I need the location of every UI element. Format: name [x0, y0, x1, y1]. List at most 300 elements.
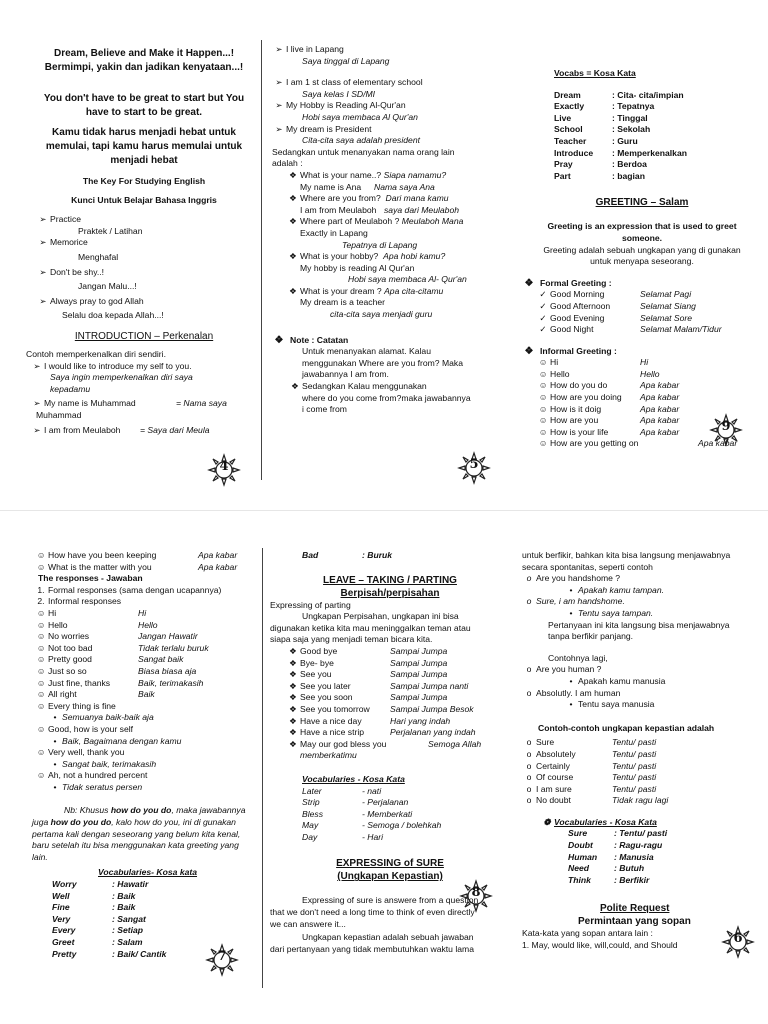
mid-line: Pertanyaan ini kita langsung bisa menjawabnya — [548, 619, 730, 630]
formal-en: Good Morning — [550, 289, 605, 300]
vocab-en: Greet — [52, 937, 75, 947]
qa-a: My name is Ana — [300, 181, 362, 192]
vocab-en: Bless — [302, 808, 324, 819]
q-en: Are you human ? — [536, 664, 602, 675]
qa-q: Where part of Meulaboh ? — [300, 216, 400, 227]
polite-subtitle: Permintaan yang sopan — [578, 916, 691, 928]
vocab-id: : Baik — [112, 890, 136, 901]
q-id: Tentu saya tampan. — [578, 607, 654, 618]
quote-id-line3: menjadi hebat — [110, 155, 178, 166]
polite-title: Polite Request — [600, 903, 670, 915]
vocab-list — [520, 90, 764, 183]
smiley-icon: ☺ — [36, 631, 46, 642]
note-line: menggunakan Where are you from? Maka — [302, 357, 463, 368]
tip-en: Memorice — [50, 237, 88, 248]
qa-a-id: Nama saya Ana — [374, 181, 435, 192]
vocab-en: Think — [568, 874, 591, 885]
intro-ex1-id-wrap: kepadamu — [50, 383, 91, 394]
parting-en: See you tomorrow — [300, 703, 370, 714]
formal-id: Selamat Siang — [640, 300, 696, 311]
smiley-icon: ☺ — [538, 368, 548, 379]
smiley-icon: ☺ — [36, 689, 46, 700]
p4-top-en: How have you been keeping — [48, 550, 157, 560]
resp-id: Hello — [138, 619, 158, 630]
note-text-bold: how do you do — [50, 817, 112, 828]
diamond-bullet-icon: ❖ — [289, 285, 297, 296]
note-title: Note : Catatan — [290, 334, 349, 345]
vocab-en: Live — [554, 112, 572, 123]
vocab-id: : Baik — [112, 902, 136, 913]
polite-intro: Kata-kata yang sopan antara lain : — [522, 928, 653, 939]
vocab-id: - Semoga / bolehkah — [362, 820, 442, 831]
vocab-en: Bad — [302, 550, 319, 560]
qa-q-id: Apa hobi kamu? — [383, 251, 446, 262]
intro-title: INTRODUCTION – Perkenalan — [74, 330, 214, 342]
resp-en: No worries — [48, 631, 90, 642]
circle-bullet-icon: o — [526, 760, 532, 771]
informal-en: Hi — [550, 357, 559, 368]
sure-id: Tentu/ pasti — [612, 783, 657, 794]
page-number: 7 — [217, 949, 227, 964]
arrow-bullet-icon: ➢ — [275, 44, 283, 54]
bullet-dot-icon: • — [53, 781, 57, 792]
separator-bottom — [262, 548, 263, 988]
resp-en: Just so so — [48, 665, 87, 676]
resp-type: Formal responses (sama dengan ucapannya) — [48, 584, 222, 595]
intro-ex3-en: I am from Meulaboh — [44, 424, 121, 435]
quote-en-line1: You don't have to be great to start but You — [43, 93, 245, 104]
informal-id: Apa kabar — [640, 392, 680, 403]
p2-item-en: My Hobby is Reading Al-Qur'an — [286, 100, 406, 111]
p2-item-id: Hobi saya membaca Al Qur'an — [302, 111, 418, 122]
diamond-bullet-icon: ❖ — [289, 727, 297, 738]
intro-ex3-id: = Saya dari Meula — [140, 424, 210, 435]
sure-id: Tentu/ pasti — [612, 760, 657, 771]
expressing-parting: Expressing of parting — [270, 599, 351, 610]
page-number: 4 — [219, 459, 229, 474]
bullet-dot-icon: • — [53, 735, 57, 746]
tip-id: Praktek / Latihan — [78, 225, 143, 236]
vocab-en: Introduce — [554, 147, 594, 158]
vocab-en: Dream — [554, 89, 581, 100]
page-number: 8 — [471, 885, 481, 900]
resp-en: Every thing is fine — [48, 700, 116, 711]
desc-line: Ungkapan Perpisahan, ungkapan ini bisa — [302, 611, 459, 622]
bullet-dot-icon: • — [53, 712, 57, 723]
diamond-bullet-icon: ❖ — [289, 738, 297, 749]
tip-id: Selalu doa kepada Allah...! — [62, 310, 164, 321]
page-badge-4 — [208, 454, 240, 486]
p4-vocab-title: Vocabularies- Kosa kata — [98, 867, 198, 878]
qa-q: What is your name..? — [300, 169, 382, 180]
diamond-bullet-icon: ❖ — [289, 715, 297, 726]
ask-intro-2: adalah : — [272, 158, 303, 169]
sure-en: I am sure — [536, 783, 572, 794]
sure-en: Sure — [536, 737, 555, 748]
bullet-dot-icon: • — [569, 584, 573, 595]
sure-en: Absolutely — [536, 748, 576, 759]
parting-en: Have a nice day — [300, 715, 362, 726]
vocab-id: : Berdoa — [612, 159, 647, 170]
circle-bullet-icon: o — [526, 573, 532, 584]
vocab-id: : Guru — [612, 135, 638, 146]
note-line: where do you come from?maka jawabannya — [302, 392, 471, 403]
page-badge-8 — [460, 880, 492, 912]
vocab-id: : bagian — [612, 170, 645, 181]
circle-bullet-icon: o — [526, 687, 532, 698]
vocab-id: : Manusia — [614, 851, 654, 862]
arrow-bullet-icon: ➢ — [39, 295, 47, 306]
smiley-icon: ☺ — [36, 607, 46, 618]
tip-id: Menghafal — [78, 251, 119, 262]
vocab-id: - nati — [362, 785, 382, 796]
check-bullet-icon: ✓ — [539, 289, 547, 300]
bullet-dot-icon: • — [569, 675, 573, 686]
arrow-bullet-icon: ➢ — [33, 360, 41, 371]
informal-en: How is it doig — [550, 403, 602, 414]
q-en: Absolutly. I am human — [536, 687, 621, 698]
greeting-title: GREETING – Salam — [595, 197, 689, 209]
parting-id: Sampai Jumpa — [390, 645, 448, 656]
vocab-en: Worry — [52, 879, 77, 890]
diamond-bullet-icon: ❖ — [289, 680, 297, 691]
intro-ex2-id: = Nama saya — [176, 398, 227, 409]
note-line: pertama kali dengan seseorang yang belum kita kenal, — [32, 828, 241, 839]
circle-bullet-icon: o — [526, 795, 532, 806]
resp-en: Just fine, thanks — [48, 677, 111, 688]
resp-en: Ah, not a hundred percent — [48, 770, 148, 781]
q-en: Are you handshome ? — [536, 573, 621, 584]
vocab-en: Day — [302, 831, 318, 842]
parting-en: Bye- bye — [300, 657, 334, 668]
slogan-id: Bermimpi, yakin dan jadikan kenyataan...! — [44, 62, 244, 73]
note-line — [32, 817, 254, 829]
informal-en: How do you do — [550, 380, 608, 391]
tip-en: Practice — [50, 214, 82, 225]
intro-ex2-wrap: Muhammad — [36, 409, 82, 420]
note-line: lain. — [32, 851, 48, 862]
parting-en: See you soon — [300, 692, 353, 703]
vocab-en: Strip — [302, 797, 320, 808]
panel-page-6 — [522, 550, 762, 990]
smiley-icon: ☺ — [36, 654, 46, 665]
vocab-id: : Sangat — [112, 913, 146, 924]
note-line — [34, 805, 254, 817]
circle-bullet-icon: o — [526, 664, 532, 675]
informal-en: How are you — [550, 415, 599, 426]
smiley-icon: ☺ — [36, 619, 46, 630]
vocab-en: Fine — [52, 902, 70, 913]
resp-en: All right — [48, 689, 77, 700]
smiley-icon: ☺ — [538, 357, 548, 368]
note-text: Nb: Khusus — [64, 805, 111, 816]
informal-en: How is your life — [550, 426, 609, 437]
p4-top-id: Apa kabar — [198, 550, 238, 560]
sure-text: we can answere it... — [270, 918, 346, 929]
smiley-icon: ☺ — [36, 747, 46, 758]
diamond-bullet-icon: ❖ — [291, 381, 299, 392]
cont-line: untuk berfikir, bahkan kita bisa langsung menjawabnya — [522, 550, 731, 560]
qa-a-id: saya dari Meulaboh — [384, 204, 460, 215]
leave-title: LEAVE – TAKING / PARTING — [323, 574, 457, 586]
vocab-id: : Butuh — [614, 863, 645, 874]
vocab-title: Vocabs = Kosa Kata — [554, 68, 636, 78]
page-badge-6 — [722, 926, 754, 958]
formal-title: Formal Greeting : — [540, 277, 612, 288]
p6-vocab-title: Vocabularies - Kosa Kata — [554, 816, 657, 827]
smiley-icon: ☺ — [538, 415, 548, 426]
formal-id: Selamat Sore — [640, 312, 693, 323]
diamond-bullet-icon: ❖ — [289, 692, 297, 703]
smiley-icon: ☺ — [538, 438, 548, 449]
arrow-bullet-icon: ➢ — [275, 123, 283, 134]
vocab-id: : Cita- cita/impian — [612, 89, 684, 100]
vocab-en: Human — [568, 851, 598, 862]
vocab-en: Well — [52, 890, 70, 901]
sure-text: that we don't need a long time to think of even directly — [270, 907, 475, 918]
smiley-icon: ☺ — [36, 550, 46, 560]
q-id: Apakah kamu tampan. — [578, 584, 664, 595]
check-bullet-icon: ✓ — [539, 300, 547, 311]
resp-en: Not too bad — [48, 642, 93, 653]
p5-vocab-title: Vocabularies - Kosa Kata — [302, 773, 405, 784]
formal-id: Selamat Malam/Tidur — [640, 324, 722, 335]
parting-id-wrap: memberkatimu — [300, 750, 357, 761]
informal-en: How are you doing — [550, 392, 622, 403]
parting-id: Semoga Allah — [428, 738, 482, 749]
qa-q-id: Apa cita-citamu — [384, 285, 444, 296]
parting-id: Sampai Jumpa nanti — [390, 680, 469, 691]
p2-item-en: My dream is President — [286, 123, 372, 134]
desc-line: digunakan ketika kita mau meninggalkan teman atau — [270, 622, 471, 633]
resp-type: Informal responses — [48, 596, 122, 607]
vocab-id: : Salam — [112, 937, 143, 947]
arrow-bullet-icon: ➢ — [39, 214, 47, 225]
arrow-bullet-icon: ➢ — [39, 237, 47, 248]
parting-id: Sampai Jumpa — [390, 692, 448, 703]
qa-q: Where are you from? — [300, 193, 381, 204]
qa-q-id: Dari mana kamu — [385, 193, 449, 204]
p2-item-id: Cita-cita saya adalah president — [302, 135, 420, 146]
resp-id: Baik — [138, 689, 155, 700]
resp-en: Hi — [48, 607, 57, 618]
informal-id: Apa kabar — [640, 426, 680, 437]
smiley-icon: ☺ — [36, 561, 46, 572]
parting-id: Perjalanan yang indah — [390, 727, 476, 738]
vocab-en: Sure — [568, 828, 588, 839]
note-text: , maka jawabannya — [171, 805, 246, 816]
vocab-id: : Ragu-ragu — [614, 840, 663, 851]
diamond-bullet-icon: ❖ — [289, 645, 297, 656]
panel-page-5 — [272, 44, 508, 484]
separator-horizontal — [0, 510, 768, 511]
diamond-bullet-icon: ❖ — [289, 193, 297, 204]
quote-id-line2: memulai, tapi kamu harus memulai untuk — [45, 141, 243, 152]
responses-title: The responses - Jawaban — [38, 573, 143, 584]
greeting-def-2: someone. — [621, 232, 663, 243]
p2-item-en: I live in Lapang — [286, 44, 344, 54]
diamond-bullet-icon: ❖ — [289, 657, 297, 668]
page-badge-9 — [710, 414, 742, 446]
arrow-bullet-icon: ➢ — [39, 266, 47, 277]
mid-line: tanpa berfikir panjang. — [548, 631, 634, 642]
sure-subtitle: (Ungkapan Kepastian) — [337, 871, 443, 883]
qa-a-id: Hobi saya membaca Al- Qur'an — [348, 274, 467, 285]
key-title-id: Kunci Untuk Belajar Bahasa Inggris — [71, 194, 217, 205]
resp-id: Sangat baik, terimakasih — [62, 758, 157, 769]
cont-line: secara spontanitas, seperti contoh — [522, 561, 653, 572]
arrow-bullet-icon: ➢ — [33, 398, 41, 409]
quote-en-line2: have to start to be great. — [85, 107, 203, 118]
arrow-bullet-icon: ➢ — [33, 424, 41, 435]
vocab-en: Teacher — [554, 135, 587, 146]
q-id: Apakah kamu manusia — [578, 675, 666, 686]
tips-list — [30, 214, 258, 322]
page-badge-7 — [206, 944, 238, 976]
parting-en: Good bye — [300, 645, 338, 656]
vocab-en: Doubt — [568, 840, 593, 851]
vocab-id: - Memberkati — [362, 808, 413, 819]
panel-page-7 — [34, 550, 254, 990]
resp-id: Sangat baik — [138, 654, 184, 665]
note-line: jawabannya I am from. — [302, 369, 389, 380]
vocab-id: : Sekolah — [612, 124, 651, 135]
smiley-icon: ☺ — [36, 723, 46, 734]
parting-en: May our god bless you — [300, 738, 387, 749]
smiley-icon: ☺ — [36, 700, 46, 711]
polite-item: 1. May, would like, will,could, and Should — [522, 940, 678, 951]
diamond-bullet-icon: ❖ — [289, 669, 297, 680]
tip-id: Jangan Malu...! — [78, 281, 137, 292]
parting-id: Hari yang indah — [390, 715, 451, 726]
circle-bullet-icon: o — [526, 748, 532, 759]
vocab-id: : Berfikir — [614, 874, 650, 885]
intro-ex1-id: Saya ingin memperkenalkan diri saya — [50, 372, 193, 383]
p2-item-id: Saya tinggal di Lapang — [302, 55, 390, 66]
panel-page-4 — [26, 44, 258, 500]
list-number: 2. — [37, 596, 45, 607]
qa-a-id: Tepatnya di Lapang — [342, 239, 418, 250]
panel-page-8 — [272, 550, 508, 990]
parting-id: Sampai Jumpa — [390, 657, 448, 668]
diamond-bullet-icon: ❖ — [289, 703, 297, 714]
parting-id: Sampai Jumpa Besok — [390, 703, 474, 714]
vocab-en: Pretty — [52, 948, 77, 959]
diamond-bullet-icon: ❖ — [274, 334, 284, 346]
slogan-en: Dream, Believe and Make it Happen...! — [53, 48, 235, 59]
note-line: i come from — [302, 404, 347, 415]
informal-en: Hello — [550, 368, 570, 379]
vocab-en: Part — [554, 170, 571, 181]
bullet-dot-icon: • — [569, 699, 573, 710]
note-line: Sedangkan Kalau menggunakan — [302, 381, 427, 392]
resp-en: Pretty good — [48, 654, 92, 665]
vocab-en: Exactly — [554, 101, 585, 112]
sure-text: Ungkapan kepastian adalah sebuah jawaban — [302, 932, 474, 943]
informal-id: Apa kabar — [640, 415, 680, 426]
key-title-en: The Key For Studying English — [82, 176, 206, 186]
vocab-id: : Tentu/ pasti — [614, 828, 668, 839]
note-text: juga — [32, 817, 51, 828]
diamond-bullet-icon: ❖ — [289, 251, 297, 262]
formal-id: Selamat Pagi — [640, 289, 692, 300]
resp-id: Baik, terimakasih — [138, 677, 204, 688]
qa-a: Exactly in Lapang — [300, 227, 368, 238]
check-bullet-icon: ✓ — [539, 324, 547, 335]
parting-en: See you — [300, 669, 332, 680]
resp-en: Good, how is your self — [48, 723, 134, 734]
sure-title: EXPRESSING of SURE — [336, 858, 444, 870]
page-number: 6 — [733, 931, 743, 946]
page-number: 9 — [721, 419, 731, 434]
qa-q: What is your dream ? — [300, 285, 382, 296]
p2-item-id: Saya kelas I SD/MI — [302, 88, 376, 99]
informal-title: Informal Greeting : — [540, 345, 617, 356]
vocab-en: School — [554, 124, 583, 135]
vocab-id: : Baik/ Cantik — [112, 948, 167, 959]
vocab-id: : Buruk — [362, 550, 393, 560]
bullet-dot-icon: • — [569, 607, 573, 618]
diamond-bullet-icon: ❖ — [524, 345, 534, 357]
resp-en: Hello — [48, 619, 68, 630]
smiley-icon: ☺ — [538, 380, 548, 391]
informal-id: Hi — [640, 357, 649, 368]
sure-text: Expressing of sure is answere from a question — [302, 895, 479, 906]
vocab-id: : Tepatnya — [612, 101, 655, 112]
leave-subtitle: Berpisah/perpisahan — [340, 587, 440, 599]
q-en: Sure, i am handshome. — [536, 596, 625, 607]
page-badge-5 — [458, 452, 490, 484]
note-line: Untuk menanyakan alamat. Kalau — [302, 346, 431, 357]
contoh-title: Contoh-contoh ungkapan kepastian adalah — [538, 722, 715, 733]
smiley-icon: ☺ — [36, 665, 46, 676]
qa-q-id: Siapa namamu? — [383, 169, 447, 180]
desc-line: siapa saja yang menjadi teman bicara kita. — [270, 634, 433, 645]
check-bullet-icon: ✓ — [539, 312, 547, 323]
parting-en: See you later — [300, 680, 351, 691]
smiley-icon: ☺ — [538, 392, 548, 403]
vocab-en: Every — [52, 925, 76, 936]
ask-intro: Sedangkan untuk menanyakan nama orang lain — [272, 146, 455, 157]
vocab-id: - Hari — [362, 831, 384, 842]
greeting-id: Greeting adalah sebuah ungkapan yang di gunakan — [543, 244, 741, 255]
quote-id-line1: Kamu tidak harus menjadi hebat untuk — [52, 127, 236, 138]
qa-a: My hobby is reading Al Qur'an — [300, 262, 415, 273]
resp-en: Very well, thank you — [48, 747, 125, 758]
vocab-en: Later — [302, 785, 322, 796]
note-line: baru setelah itu bisa menggunakan kata greeting yang — [32, 840, 239, 851]
arrow-bullet-icon: ➢ — [275, 77, 283, 88]
sure-en: No doubt — [536, 795, 571, 806]
formal-en: Good Night — [550, 324, 594, 335]
resp-id: Tidak terlalu buruk — [138, 642, 209, 653]
vocab-id: : Memperkenalkan — [612, 147, 687, 158]
sure-text: dari pertanyaan yang tidak membutuhkan waktu lama — [270, 943, 474, 954]
note-text: , kalo how do you, ini di gunakan — [111, 817, 236, 828]
greeting-def: Greeting is an expression that is used to greet — [547, 221, 737, 232]
p4-top-en: What is the matter with you — [48, 561, 152, 572]
smiley-icon: ☺ — [36, 770, 46, 781]
greeting-id-2: untuk menyapa seseorang. — [590, 256, 694, 267]
resp-id: Baik, Bagaimana dengan kamu — [62, 735, 182, 746]
resp-id: Biasa biasa aja — [138, 665, 197, 676]
smiley-icon: ☺ — [36, 677, 46, 688]
vocab-en: May — [302, 820, 319, 831]
arrow-bullet-icon: ➢ — [275, 100, 283, 111]
intro-subtitle: Contoh memperkenalkan diri sendiri. — [26, 348, 166, 359]
circle-bullet-icon: o — [526, 772, 532, 783]
p4-top-id: Apa kabar — [198, 561, 238, 572]
